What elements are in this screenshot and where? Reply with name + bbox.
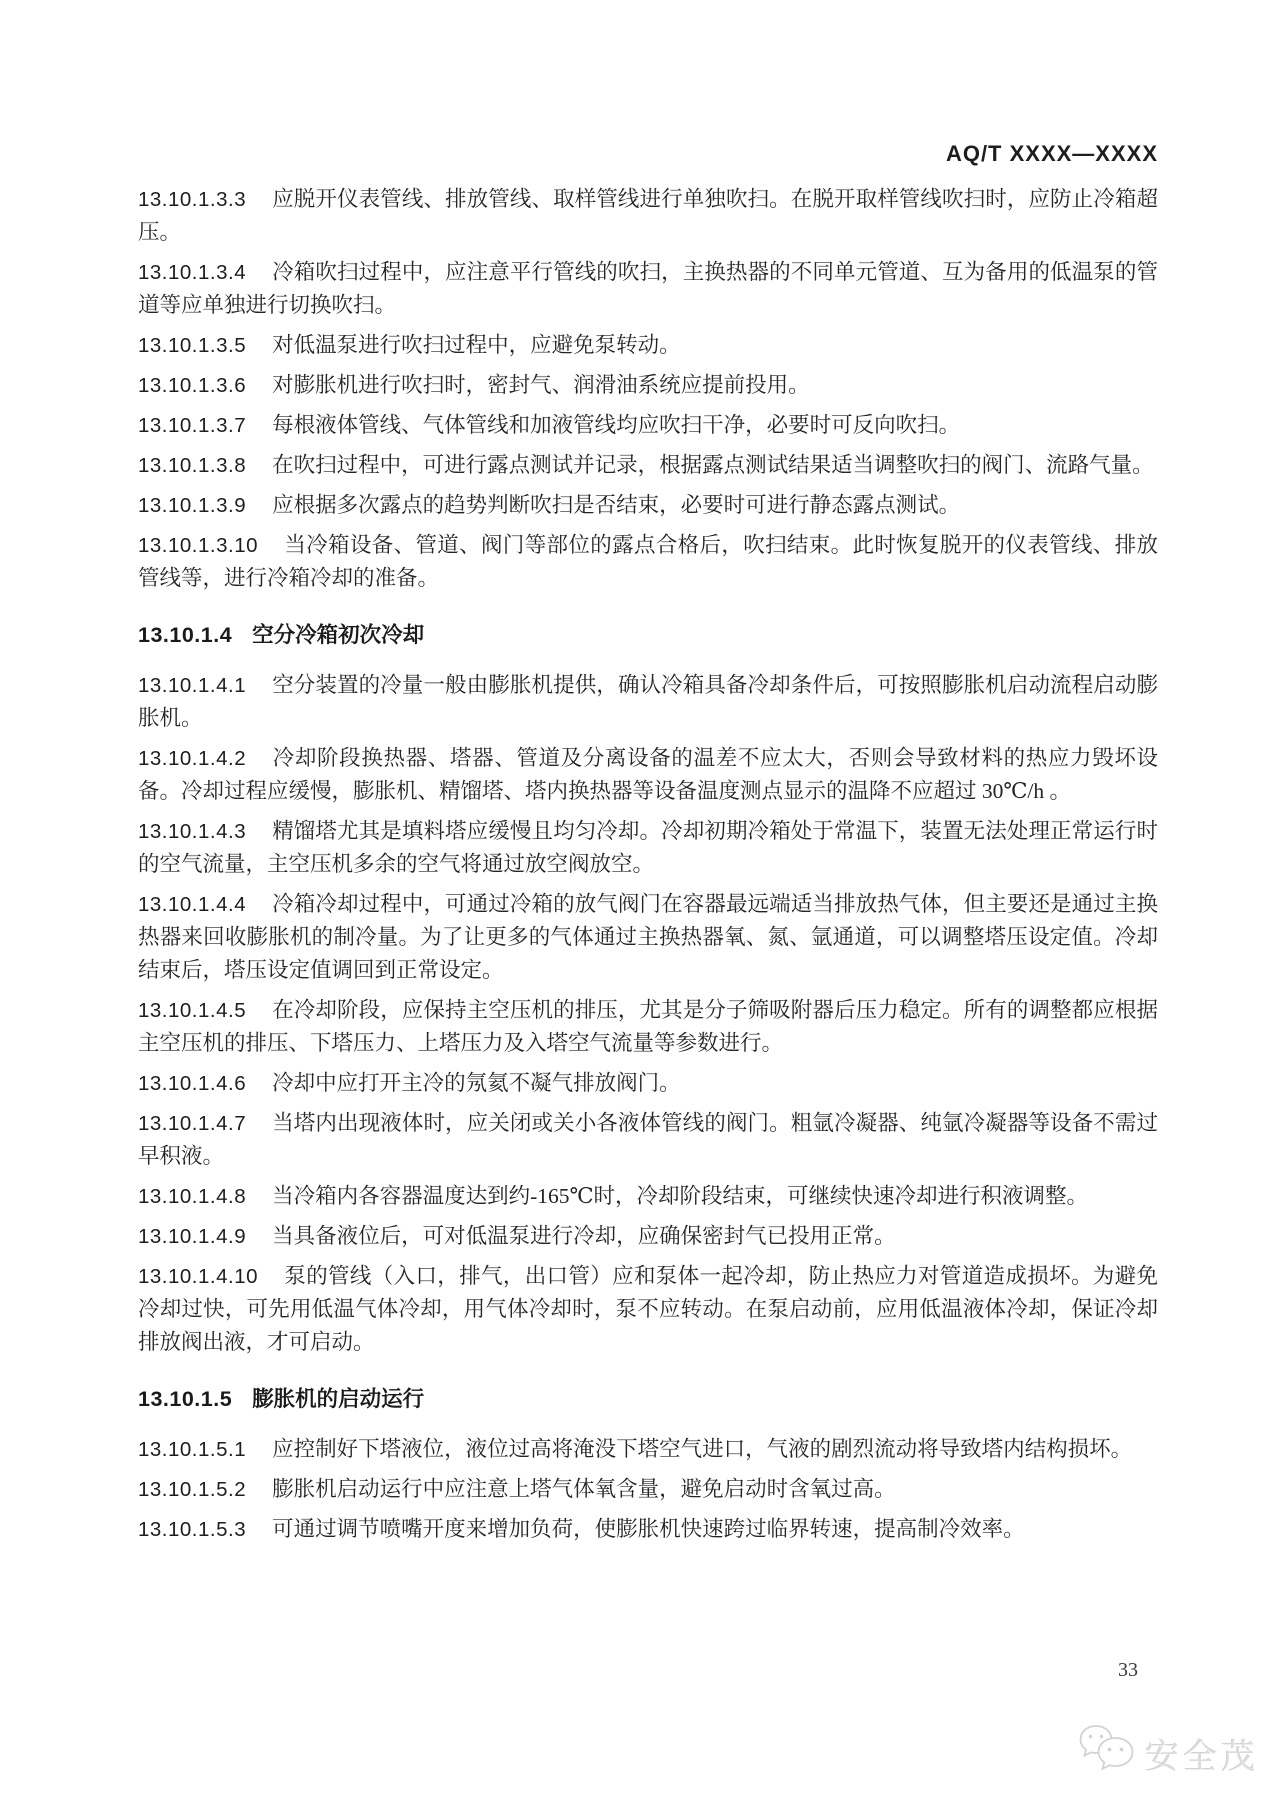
chat-bubbles-icon (1078, 1724, 1136, 1782)
heading-title: 空分冷箱初次冷却 (252, 623, 425, 647)
section-heading-13-10-1-5 (138, 1383, 1158, 1416)
clause-13-10-1-4-2 (138, 742, 1158, 808)
clause-text: 精馏塔尤其是填料塔应缓慢且均匀冷却。冷却初期冷箱处于常温下，装置无法处理正常运行时的空气流量，主空压机多余的空气将通过放空阀放空。 (138, 819, 1158, 876)
brand-watermark (1078, 1724, 1259, 1782)
clause-number: 13.10.1.4.8 (138, 1185, 247, 1208)
clause-number: 13.10.1.4.5 (138, 999, 247, 1022)
clause-13-10-1-4-9 (138, 1220, 1158, 1253)
clause-13-10-1-4-1 (138, 669, 1158, 735)
clause-number: 13.10.1.3.5 (138, 334, 247, 357)
clause-text: 当冷箱内各容器温度达到约-165℃时，冷却阶段结束，可继续快速冷却进行积液调整。 (272, 1184, 1089, 1208)
clause-number: 13.10.1.4.6 (138, 1072, 247, 1095)
clause-text: 对低温泵进行吹扫过程中，应避免泵转动。 (272, 333, 681, 357)
clause-13-10-1-4-10 (138, 1260, 1158, 1359)
clause-13-10-1-3-8 (138, 449, 1158, 482)
clause-13-10-1-3-10 (138, 529, 1158, 595)
clause-text: 冷箱冷却过程中，可通过冷箱的放气阀门在容器最远端适当排放热气体，但主要还是通过主换热器来回收膨胀机的制冷量。为了让更多的气体通过主换热器氧、氮、氩通道，可以调整塔压设定值。冷却结束后，塔压设定值调回到正常设定。 (138, 892, 1158, 982)
clause-text: 冷却中应打开主冷的氖氦不凝气排放阀门。 (272, 1071, 681, 1095)
clause-13-10-1-3-3 (138, 183, 1158, 249)
clause-13-10-1-4-3 (138, 815, 1158, 881)
clause-13-10-1-3-5 (138, 329, 1158, 362)
clause-number: 13.10.1.3.9 (138, 494, 247, 517)
clause-text: 当塔内出现液体时，应关闭或关小各液体管线的阀门。粗氩冷凝器、纯氩冷凝器等设备不需过早积液。 (138, 1111, 1158, 1168)
clause-text: 膨胀机启动运行中应注意上塔气体氧含量，避免启动时含氧过高。 (272, 1477, 896, 1501)
heading-number: 13.10.1.5 (138, 1387, 233, 1411)
clause-number: 13.10.1.4.9 (138, 1225, 247, 1248)
clause-number: 13.10.1.4.3 (138, 820, 247, 843)
clause-13-10-1-4-5 (138, 994, 1158, 1060)
clause-text: 当具备液位后，可对低温泵进行冷却，应确保密封气已投用正常。 (272, 1224, 896, 1248)
clause-text: 在冷却阶段，应保持主空压机的排压，尤其是分子筛吸附器后压力稳定。所有的调整都应根据主空压机的排压、下塔压力、上塔压力及入塔空气流量等参数进行。 (138, 998, 1158, 1055)
clause-13-10-1-3-9 (138, 489, 1158, 522)
clause-text: 可通过调节喷嘴开度来增加负荷，使膨胀机快速跨过临界转速，提高制冷效率。 (272, 1517, 1025, 1541)
clause-13-10-1-3-7 (138, 409, 1158, 442)
clause-number: 13.10.1.3.7 (138, 414, 247, 437)
clause-13-10-1-4-7 (138, 1107, 1158, 1173)
clause-text: 应脱开仪表管线、排放管线、取样管线进行单独吹扫。在脱开取样管线吹扫时，应防止冷箱超压。 (138, 187, 1158, 244)
clause-13-10-1-4-8 (138, 1180, 1158, 1213)
clause-number: 13.10.1.3.8 (138, 454, 247, 477)
clause-number: 13.10.1.4.1 (138, 674, 247, 697)
clause-text: 泵的管线（入口，排气，出口管）应和泵体一起冷却，防止热应力对管道造成损坏。为避免冷却过快，可先用低温气体冷却，用气体冷却时，泵不应转动。在泵启动前，应用低温液体冷却，保证冷却排放阀出液，才可启动。 (138, 1264, 1158, 1354)
clause-text: 空分装置的冷量一般由膨胀机提供，确认冷箱具备冷却条件后，可按照膨胀机启动流程启动膨胀机。 (138, 673, 1158, 730)
page-number: 33 (1118, 1659, 1138, 1681)
brand-name: 安全茂 (1145, 1737, 1259, 1776)
clause-number: 13.10.1.5.2 (138, 1478, 247, 1501)
clause-text: 应根据多次露点的趋势判断吹扫是否结束，必要时可进行静态露点测试。 (272, 493, 961, 517)
section-heading-13-10-1-4 (138, 619, 1158, 652)
clause-13-10-1-3-4 (138, 256, 1158, 322)
clause-13-10-1-5-1 (138, 1433, 1158, 1466)
clause-text: 当冷箱设备、管道、阀门等部位的露点合格后，吹扫结束。此时恢复脱开的仪表管线、排放管线等，进行冷箱冷却的准备。 (138, 533, 1158, 590)
clause-text: 对膨胀机进行吹扫时，密封气、润滑油系统应提前投用。 (272, 373, 810, 397)
clause-13-10-1-5-3 (138, 1513, 1158, 1546)
clause-13-10-1-5-2 (138, 1473, 1158, 1506)
clause-13-10-1-4-4 (138, 888, 1158, 987)
clause-number: 13.10.1.3.6 (138, 374, 247, 397)
clause-number: 13.10.1.4.7 (138, 1112, 247, 1135)
clause-number: 13.10.1.5.3 (138, 1518, 247, 1541)
clause-text: 冷箱吹扫过程中，应注意平行管线的吹扫，主换热器的不同单元管道、互为备用的低温泵的管道等应单独进行切换吹扫。 (138, 260, 1158, 317)
clause-13-10-1-3-6 (138, 369, 1158, 402)
clause-text: 应控制好下塔液位，液位过高将淹没下塔空气进口，气液的剧烈流动将导致塔内结构损坏。 (272, 1437, 1133, 1461)
heading-number: 13.10.1.4 (138, 623, 233, 647)
document-body (138, 183, 1158, 1553)
clause-text: 冷却阶段换热器、塔器、管道及分离设备的温差不应太大，否则会导致材料的热应力毁坏设备。冷却过程应缓慢，膨胀机、精馏塔、塔内换热器等设备温度测点显示的温降不应超过 30℃/h 。 (138, 746, 1158, 803)
clause-number: 13.10.1.3.3 (138, 188, 247, 211)
clause-text: 每根液体管线、气体管线和加液管线均应吹扫干净，必要时可反向吹扫。 (272, 413, 961, 437)
heading-title: 膨胀机的启动运行 (252, 1387, 425, 1411)
clause-number: 13.10.1.4.10 (138, 1265, 258, 1288)
standard-code-header: AQ/T XXXX—XXXX (945, 141, 1158, 166)
clause-text: 在吹扫过程中，可进行露点测试并记录，根据露点测试结果适当调整吹扫的阀门、流路气量。 (272, 453, 1154, 477)
clause-13-10-1-4-6 (138, 1067, 1158, 1100)
clause-number: 13.10.1.3.10 (138, 534, 258, 557)
clause-number: 13.10.1.5.1 (138, 1438, 247, 1461)
clause-number: 13.10.1.3.4 (138, 261, 247, 284)
clause-number: 13.10.1.4.4 (138, 893, 247, 916)
clause-number: 13.10.1.4.2 (138, 747, 247, 770)
